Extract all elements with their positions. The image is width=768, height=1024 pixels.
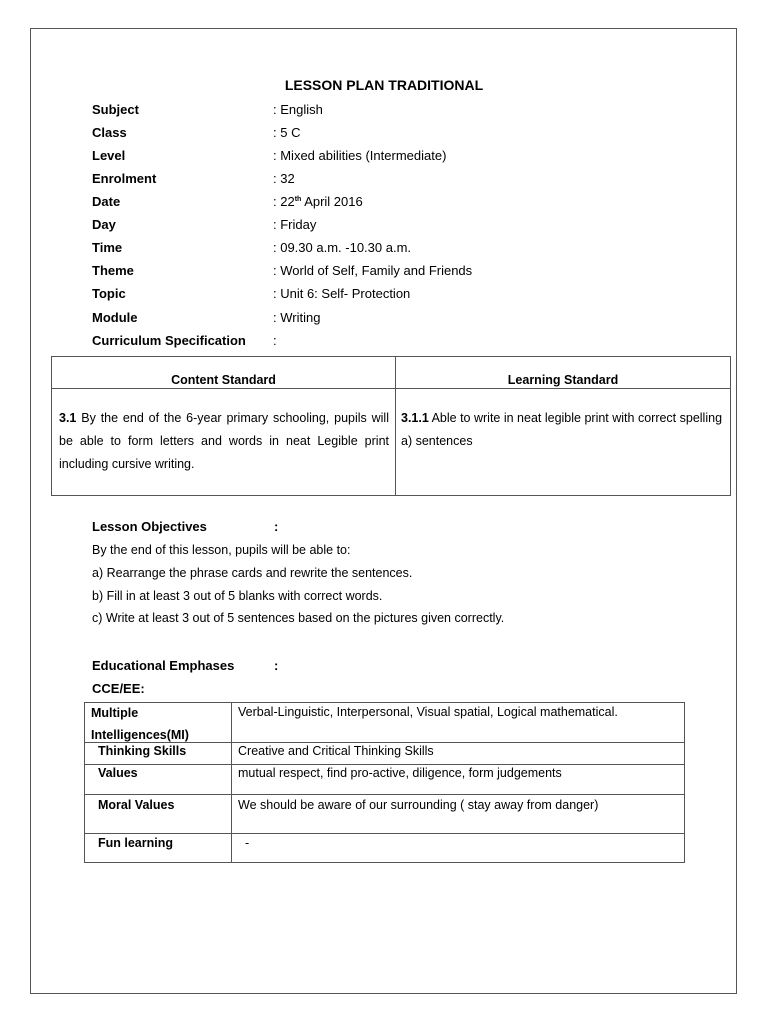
- emphasis-value-moral: We should be aware of our surrounding ( stay away from danger): [238, 798, 599, 812]
- info-label: Subject: [92, 102, 139, 117]
- info-value: : Mixed abilities (Intermediate): [273, 148, 447, 163]
- info-label: Time: [92, 240, 123, 255]
- info-value: :: [273, 333, 277, 348]
- page-title: LESSON PLAN TRADITIONAL: [284, 77, 484, 93]
- info-label: Topic: [92, 286, 126, 301]
- lesson-objectives-heading: Lesson Objectives: [92, 519, 207, 534]
- info-value: : English: [273, 102, 323, 117]
- learning-standard-code: 3.1.1: [401, 411, 429, 425]
- info-value: : Friday: [273, 217, 317, 232]
- educational-emphases-colon: :: [274, 658, 279, 673]
- learning-standard-header: Learning Standard: [507, 373, 619, 387]
- emphasis-value-fun: -: [238, 836, 250, 850]
- standards-table: [51, 356, 731, 496]
- emphases-table: [84, 702, 685, 863]
- emphasis-label-thinking: Thinking Skills: [98, 744, 187, 758]
- info-value: : 09.30 a.m. -10.30 a.m.: [273, 240, 412, 255]
- emphasis-label-values: Values: [98, 766, 138, 780]
- info-value: [273, 194, 363, 209]
- info-label: Level: [92, 148, 126, 163]
- info-value: : Unit 6: Self- Protection: [273, 286, 411, 301]
- content-standard-header: Content Standard: [171, 373, 276, 387]
- content-standard-cell: [59, 407, 389, 476]
- info-value: : Writing: [273, 310, 321, 325]
- objective-item: b) Fill in at least 3 out of 5 blanks with correct words.: [92, 589, 383, 603]
- info-label: Class: [92, 125, 127, 140]
- date-ordinal: th: [294, 196, 302, 203]
- emphasis-label-fun: Fun learning: [98, 836, 173, 850]
- learning-standard-cell: [401, 407, 726, 453]
- objectives-intro: By the end of this lesson, pupils will be able to:: [92, 543, 351, 557]
- info-value: : 32: [273, 171, 295, 186]
- content-standard-text: By the end of the 6-year primary schooling, pupils will be able to form letters and words in neat Legible print including cursive writing.: [59, 411, 389, 471]
- emphasis-value-values: mutual respect, find pro-active, diligence, form judgements: [238, 766, 562, 780]
- info-label: Curriculum Specification: [92, 333, 246, 348]
- learning-standard-item: a) sentences: [401, 434, 473, 448]
- info-label: Day: [92, 217, 116, 232]
- emphasis-label-moral: Moral Values: [98, 798, 175, 812]
- date-day: : 22: [273, 194, 295, 209]
- info-value: : 5 C: [273, 125, 301, 140]
- objective-item: a) Rearrange the phrase cards and rewrite the sentences.: [92, 566, 413, 580]
- info-label: Date: [92, 194, 121, 209]
- learning-standard-text: Able to write in neat legible print with correct spelling: [428, 411, 723, 425]
- info-label: Theme: [92, 263, 134, 278]
- emphasis-value-mi: Verbal-Linguistic, Interpersonal, Visual spatial, Logical mathematical.: [238, 705, 618, 719]
- objective-item: c) Write at least 3 out of 5 sentences based on the pictures given correctly.: [92, 611, 505, 625]
- info-label: Enrolment: [92, 171, 157, 186]
- table-divider: [85, 833, 684, 834]
- educational-emphases-heading: Educational Emphases: [92, 658, 235, 673]
- date-month-year: April 2016: [301, 194, 363, 209]
- table-divider: [85, 764, 684, 765]
- table-divider: [52, 388, 730, 389]
- emphasis-label-mi: Multiple Intelligences(MI): [91, 706, 189, 742]
- info-label: Module: [92, 310, 138, 325]
- table-divider: [231, 703, 232, 862]
- emphasis-value-thinking: Creative and Critical Thinking Skills: [238, 744, 434, 758]
- cce-ee-heading: CCE/EE:: [92, 681, 145, 696]
- content-standard-code: 3.1: [59, 411, 77, 425]
- table-divider: [85, 794, 684, 795]
- lesson-objectives-colon: :: [274, 519, 279, 534]
- info-value: : World of Self, Family and Friends: [273, 263, 473, 278]
